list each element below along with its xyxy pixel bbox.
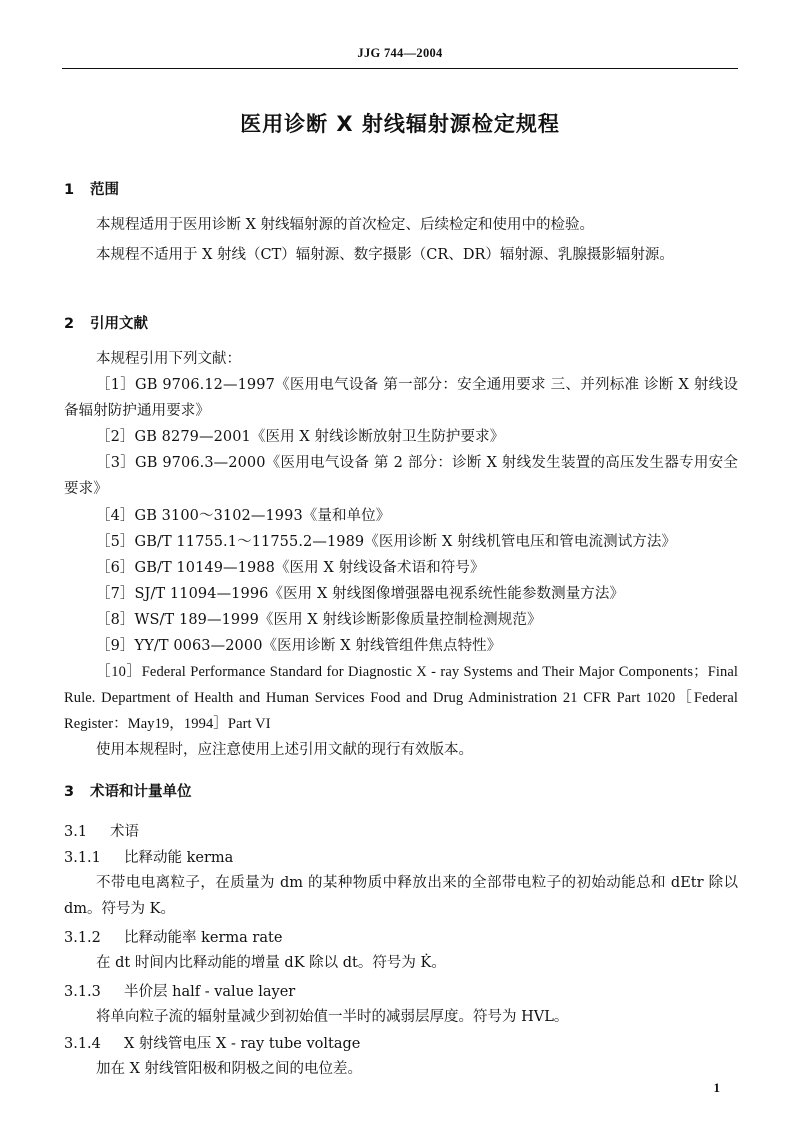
reference-item: ［7］SJ/T 11094—1996《医用 X 射线图像增强器电视系统性能参数测量方法》 <box>96 586 625 602</box>
page-number: 1 <box>713 1080 720 1095</box>
section-title: 引用文献 <box>90 316 148 332</box>
term-definition: 加在 X 射线管阳极和阴极之间的电位差。 <box>96 1061 363 1077</box>
term-title: 比释动能率 kerma rate <box>124 930 283 946</box>
term-number: 3.1.1 <box>64 850 101 866</box>
reference-item: ［8］WS/T 189—1999《医用 X 射线诊断影像质量控制检测规范》 <box>96 612 542 628</box>
term-heading <box>64 980 295 1001</box>
subsection-title: 术语 <box>110 824 139 840</box>
term-title: 半价层 half - value layer <box>124 984 296 1000</box>
section-title: 术语和计量单位 <box>90 784 192 800</box>
term-definition: 在 dt 时间内比释动能的增量 dK 除以 dt。符号为 K̇。 <box>96 955 446 971</box>
document-title: 医用诊断 X 射线辐射源检定规程 <box>240 112 560 136</box>
section-title: 范围 <box>90 182 119 198</box>
reference-item: ［5］GB/T 11755.1～11755.2—1989《医用诊断 X 射线机管电压和管电流测试方法》 <box>96 534 677 550</box>
term-heading <box>64 1032 360 1053</box>
subsection-3-1-heading <box>64 820 139 841</box>
term-definition: 不带电电离粒子，在质量为 dm 的某种物质中释放出来的全部带电粒子的初始动能总和 dEtr 除以 dm。符号为 K。 <box>64 875 738 917</box>
header-rule <box>62 68 738 69</box>
term-heading <box>64 846 233 867</box>
section-number: 2 <box>64 316 75 332</box>
reference-item: ［2］GB 8279—2001《医用 X 射线诊断放射卫生防护要求》 <box>96 429 505 445</box>
section-2-heading <box>64 312 148 333</box>
subsection-number: 3.1 <box>64 824 88 840</box>
reference-item: ［4］GB 3100～3102—1993《量和单位》 <box>96 508 391 524</box>
term-title: X 射线管电压 X - ray tube voltage <box>124 1036 361 1052</box>
term-definition: 将单向粒子流的辐射量减少到初始值一半时的减弱层厚度。符号为 HVL。 <box>96 1009 569 1025</box>
reference-item: ［10］Federal Performance Standard for Diagnostic X - ray Systems and Their Major Components；Final Rule. Department of Health and Human Services Food and Drug Administration 21 CFR Part 1020［Federal Register：May19，1994］Part VI <box>64 664 738 732</box>
term-heading <box>64 926 282 947</box>
term-title: 比释动能 kerma <box>124 850 234 866</box>
references-closing: 使用本规程时，应注意使用上述引用文献的现行有效版本。 <box>96 742 473 758</box>
term-number: 3.1.2 <box>64 930 101 946</box>
section-1-paragraph-2: 本规程不适用于 X 射线（CT）辐射源、数字摄影（CR、DR）辐射源、乳腺摄影辐射源。 <box>96 247 674 263</box>
references-intro: 本规程引用下列文献： <box>96 351 241 367</box>
reference-item: ［6］GB/T 10149—1988《医用 X 射线设备术语和符号》 <box>96 560 485 576</box>
section-1-paragraph-1: 本规程适用于医用诊断 X 射线辐射源的首次检定、后续检定和使用中的检验。 <box>96 217 595 233</box>
term-number: 3.1.4 <box>64 1036 101 1052</box>
term-number: 3.1.3 <box>64 984 101 1000</box>
reference-item: ［3］GB 9706.3—2000《医用电气设备 第 2 部分：诊断 X 射线发生装置的高压发生器专用安全要求》 <box>64 455 738 497</box>
section-number: 3 <box>64 784 75 800</box>
standard-code-header: JJG 744—2004 <box>357 46 443 60</box>
section-3-heading <box>64 780 192 801</box>
section-number: 1 <box>64 182 75 198</box>
section-1-heading <box>64 178 119 199</box>
reference-item: ［1］GB 9706.12—1997《医用电气设备 第一部分：安全通用要求 三、并列标准 诊断 X 射线设备辐射防护通用要求》 <box>64 377 738 419</box>
reference-item: ［9］YY/T 0063—2000《医用诊断 X 射线管组件焦点特性》 <box>96 638 502 654</box>
